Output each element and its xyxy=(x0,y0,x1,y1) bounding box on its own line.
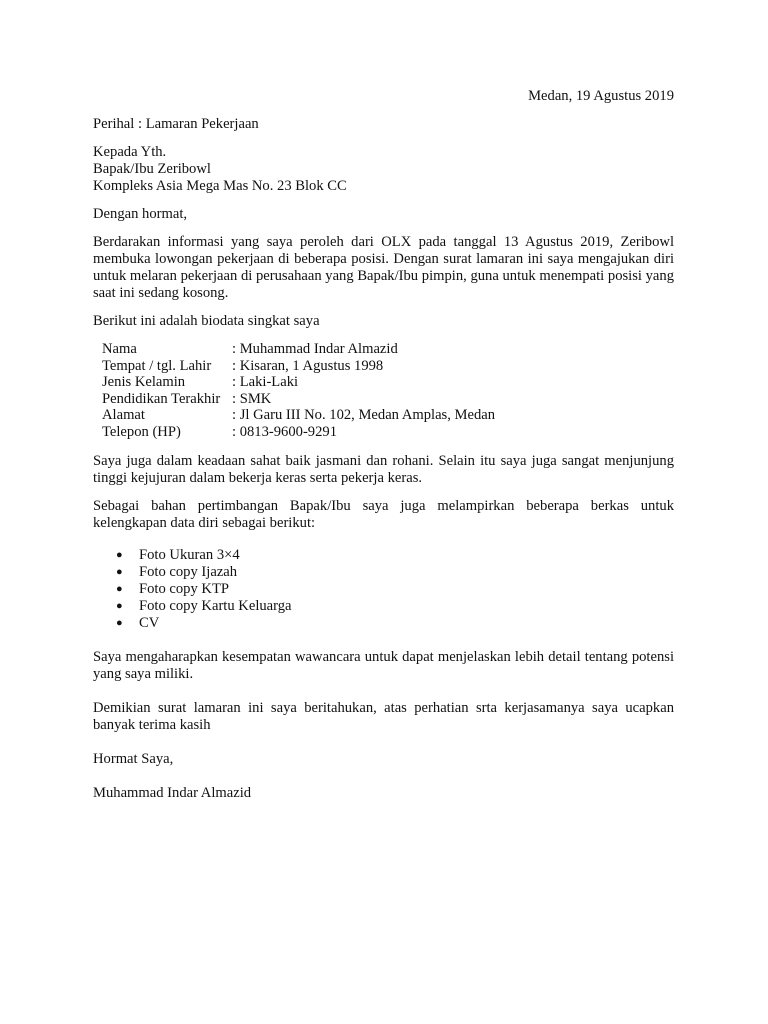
attachments-intro: Sebagai bahan pertimbangan Bapak/Ibu saya juga melampirkan beberapa berkas untuk kelengkapan data diri sebagai berikut: xyxy=(93,497,674,531)
attachment-item xyxy=(93,598,674,615)
biodata-row xyxy=(102,374,495,391)
biodata-value: : 0813-9600-9291 xyxy=(232,423,337,440)
biodata-value: : Jl Garu III No. 102, Medan Amplas, Medan xyxy=(232,407,496,424)
bullet-icon: ● xyxy=(116,582,123,595)
intro-paragraph: Berdarakan informasi yang saya peroleh dari OLX pada tanggal 13 Agustus 2019, Zeribowl membuka lowongan pekerjaan di beberapa posisi. Dengan surat lamaran ini saya mengajukan diri untuk melaran pekerjaan di perusahaan yang Bapak/Ibu pimpin, guna untuk menempati posisi yang saat ini sedang kosong. xyxy=(93,234,674,301)
biodata-row xyxy=(102,391,495,408)
biodata-label: Pendidikan Terakhir xyxy=(102,390,221,407)
attachment-item xyxy=(93,581,674,598)
recipient-block xyxy=(93,144,674,195)
recipient-line: Kepada Yth. xyxy=(93,144,167,160)
biodata-value: : SMK xyxy=(232,390,272,407)
biodata-value: : Kisaran, 1 Agustus 1998 xyxy=(232,357,384,374)
regards: Hormat Saya, xyxy=(93,750,174,767)
biodata-value: : Laki-Laki xyxy=(232,374,299,391)
recipient-line: Kompleks Asia Mega Mas No. 23 Blok CC xyxy=(93,178,347,194)
attachment-item xyxy=(93,615,674,632)
greeting: Dengan hormat, xyxy=(93,206,188,222)
letter-page xyxy=(93,88,674,802)
biodata-row xyxy=(102,407,495,424)
attachment-label: Foto copy KTP xyxy=(139,580,229,597)
health-paragraph: Saya juga dalam keadaan sahat baik jasmani dan rohani. Selain itu saya juga sangat menjunjung tinggi kejujuran dalam bekerja keras serta pekerja keras. xyxy=(93,452,674,486)
biodata-row xyxy=(102,358,495,375)
biodata-row xyxy=(102,424,495,441)
bullet-icon: ● xyxy=(116,548,123,561)
biodata-label: Nama xyxy=(102,341,137,357)
letter-subject: Perihal : Lamaran Pekerjaan xyxy=(93,116,259,132)
biodata-label: Alamat xyxy=(102,407,145,424)
biodata-table xyxy=(102,341,495,441)
signature-name: Muhammad Indar Almazid xyxy=(93,784,252,801)
recipient-line: Bapak/Ibu Zeribowl xyxy=(93,161,211,177)
closing-paragraph: Demikian surat lamaran ini saya beritahukan, atas perhatian srta kerjasamanya saya ucapkan banyak terima kasih xyxy=(93,699,674,733)
bullet-icon: ● xyxy=(116,599,123,612)
interview-paragraph: Saya mengaharapkan kesempatan wawancara untuk dapat menjelaskan lebih detail tentang potensi yang saya miliki. xyxy=(93,648,674,682)
biodata-label: Tempat / tgl. Lahir xyxy=(102,357,212,374)
biodata-value: : Muhammad Indar Almazid xyxy=(232,341,398,357)
biodata-intro: Berikut ini adalah biodata singkat saya xyxy=(93,313,320,329)
attachment-label: CV xyxy=(139,614,160,631)
biodata-row xyxy=(102,341,495,358)
attachment-label: Foto copy Ijazah xyxy=(139,563,238,580)
bullet-icon: ● xyxy=(116,616,123,629)
attachment-item xyxy=(93,547,674,564)
biodata-label: Jenis Kelamin xyxy=(102,374,186,391)
biodata-label: Telepon (HP) xyxy=(102,423,181,440)
attachment-label: Foto Ukuran 3×4 xyxy=(139,546,240,563)
place-date: Medan, 19 Agustus 2019 xyxy=(528,88,674,104)
attachment-label: Foto copy Kartu Keluarga xyxy=(139,597,292,614)
attachment-item xyxy=(93,564,674,581)
attachments-list xyxy=(93,547,674,632)
bullet-icon: ● xyxy=(116,565,123,578)
